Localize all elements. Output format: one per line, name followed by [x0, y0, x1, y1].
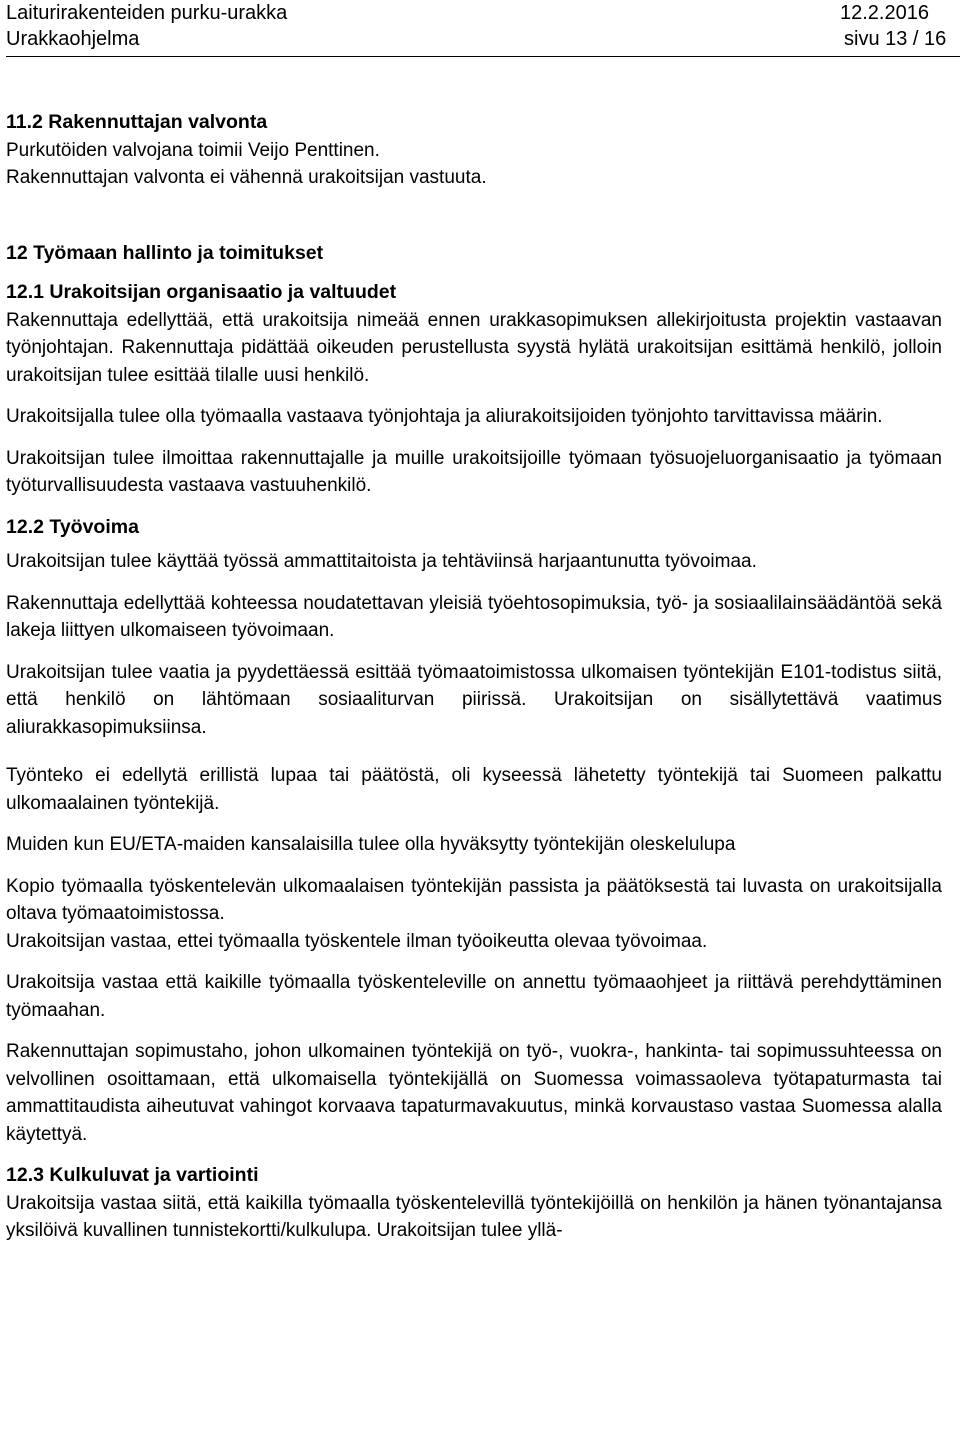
paragraph: Rakennuttaja edellyttää, että urakoitsija nimeää ennen urakkasopimuksen allekirjoitusta projektin vastaavan työnjohtajan. Rakennuttaja pidättää oikeuden perustellusta syystä hylätä urakoitsijan esittämä henkilö, jolloin urakoitsijan tulee esittää tilalle uusi henkilö. — [6, 309, 942, 386]
section-heading-12-3: 12.3 Kulkuluvat ja vartiointi — [6, 1164, 259, 1186]
section-heading-12: 12 Työmaan hallinto ja toimitukset — [6, 241, 324, 264]
paragraph: Kopio työmaalla työskentelevän ulkomaalaisen työntekijän passista ja päätöksestä tai luvasta on urakoitsijalla oltava työmaatoimistossa. — [6, 875, 942, 924]
paragraph: Urakoitsijalla tulee olla työmaalla vastaava työnjohtaja ja aliurakoitsijoiden työnjohto tarvittavissa määrin. — [6, 406, 883, 427]
page-number: sivu 13 / 16 — [844, 28, 947, 50]
paragraph: Rakennuttaja edellyttää kohteessa noudatettavan yleisiä työehtosopimuksia, työ- ja sosiaalilainsäädäntöä sekä lakeja liittyen ulkomaiseen työvoimaan. — [6, 592, 942, 641]
section-heading-11-2: 11.2 Rakennuttajan valvonta — [6, 111, 268, 133]
paragraph: Purkutöiden valvojana toimii Veijo Penttinen. — [6, 139, 380, 161]
header-row-top — [6, 0, 960, 27]
paragraph: Urakoitsijan vastaa, ettei työmaalla työskentele ilman työoikeutta olevaa työvoimaa. — [6, 930, 708, 952]
header-row-bottom — [6, 26, 960, 53]
document-title: Laiturirakenteiden purku-urakka — [6, 2, 288, 24]
section-heading-12-1: 12.1 Urakoitsijan organisaatio ja valtuudet — [6, 281, 397, 303]
paragraph: Rakennuttajan sopimustaho, johon ulkomainen työntekijä on työ-, vuokra-, hankinta- tai sopimussuhteessa on velvollinen osoittamaan, että ulkomaisella työntekijällä on Suomessa voimassaoleva työtapaturmasta tai ammattitaudista aiheutuvat vahingot korvaava tapaturmavakuutus, minkä korvaustaso vastaa Suomessa alalla käytettyä. — [6, 1041, 942, 1145]
document-subtitle: Urakkaohjelma — [6, 28, 140, 50]
paragraph: Muiden kun EU/ETA-maiden kansalaisilla tulee olla hyväksytty työntekijän oleskelulupa — [6, 834, 736, 855]
section-heading-12-2: 12.2 Työvoima — [6, 515, 139, 538]
paragraph: Urakoitsija vastaa että kaikille työmaalla työskenteleville on annettu työmaaohjeet ja riittävä perehdyttäminen työmaahan. — [6, 972, 942, 1021]
paragraph: Työnteko ei edellytä erillistä lupaa tai päätöstä, oli kyseessä lähetetty työntekijä tai Suomeen palkattu ulkomaalainen työntekijä. — [6, 765, 942, 814]
page-header — [6, 0, 960, 57]
paragraph: Urakoitsijan tulee käyttää työssä ammattitaitoista ja tehtäviinsä harjaantunutta työvoimaa. — [6, 551, 757, 572]
document-date: 12.2.2016 — [840, 2, 929, 24]
document-body — [6, 109, 942, 1245]
paragraph: Urakoitsijan tulee vaatia ja pyydettäessä esittää työmaatoimistossa ulkomaisen työntekijän E101-todistus siitä, että henkilö on lähtömaan sosiaaliturvan piirissä. Urakoitsijan on sisällytettävä vaatimus aliurakkasopimuksiinsa. — [6, 661, 942, 738]
paragraph: Urakoitsijan tulee ilmoittaa rakennuttajalle ja muille urakoitsijoille työmaan työsuojeluorganisaatio ja työmaan työturvallisuudesta vastaava vastuuhenkilö. — [6, 447, 942, 496]
paragraph: Urakoitsija vastaa siitä, että kaikilla työmaalla työskentelevillä työntekijöillä on henkilön ja hänen työnantajansa yksilöivä kuvallinen tunnistekortti/kulkulupa. Urakoitsijan tulee yllä- — [6, 1192, 942, 1241]
paragraph: Rakennuttajan valvonta ei vähennä urakoitsijan vastuuta. — [6, 167, 487, 188]
